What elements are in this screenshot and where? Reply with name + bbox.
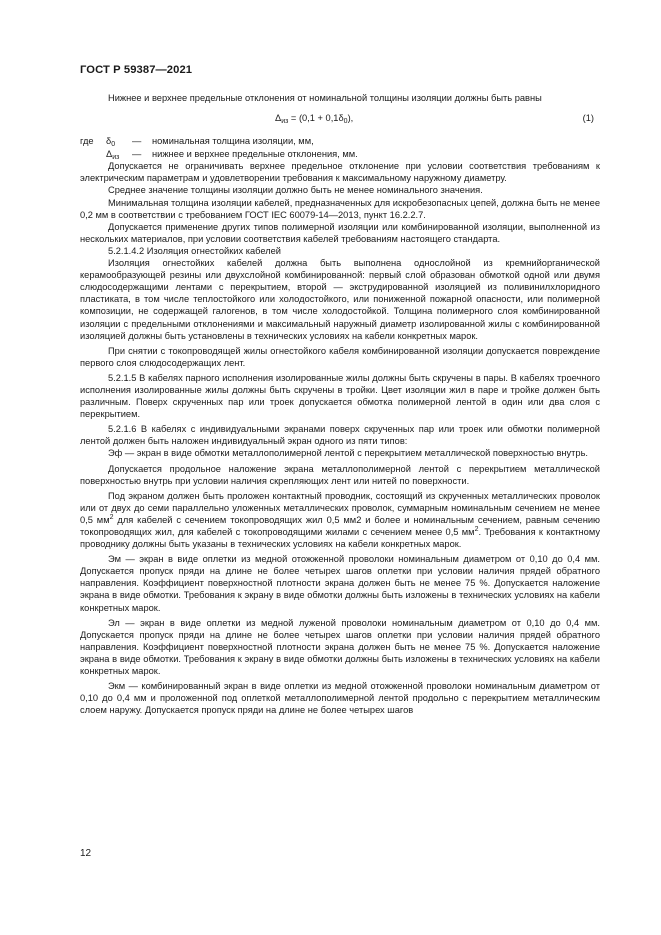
paragraph: Эф — экран в виде обмотки металлополимерной лентой с перекрытием металлической поверхностью внутрь. xyxy=(108,448,589,459)
paragraph: 5.2.1.5 В кабелях парного исполнения изолированные жилы должны быть скручены в пары. В кабелях троечного исполнения изолированные жилы должны быть скручены в тройки. Цвет изоляции жил в паре и тройке должен быть различным. Поверх скрученных пар или троек допускается обмотка полимерной лентой в один или два слоя с перекрытием. xyxy=(80,372,600,420)
paragraph: Среднее значение толщины изоляции должно быть не менее номинального значения. xyxy=(108,185,483,196)
intro-paragraph: Нижнее и верхнее предельные отклонения от номинальной толщины изоляции должны быть равны xyxy=(108,93,542,103)
paragraph: Допускается применение других типов полимерной изоляции или комбинированной изоляции, выполненной из нескольких материалов, при условии соответствия кабелей требованиям настоящего стандарта. xyxy=(80,221,600,244)
where-symbol: $\Delta_{из}$ xyxy=(106,149,120,162)
where-item xyxy=(80,148,600,160)
paragraph: Эл — экран в виде оплетки из медной луженой проволоки номинальным диаметром от 0,10 до 0,4 мм. Допускается пропуск пряди на длине не более четырех шагов оплетки при условии наличия прядей обратного направления. Коэффициент поверхностной плотности экрана должен быть не менее 75 %. Допускается наложение экрана в виде обмотки. Требования к экрану в виде обмотки должны быть изложены в технических условиях на кабели конкретных марок. xyxy=(80,617,600,677)
where-symbol: $\delta_0$ xyxy=(106,136,116,149)
where-label: где xyxy=(80,136,94,147)
paragraph: 5.2.1.6 В кабелях с индивидуальными экранами поверх скрученных пар или троек или обмотки полимерной лентой должен быть наложен индивидуальный экран одного из пяти типов: xyxy=(80,424,600,447)
where-item xyxy=(80,135,600,147)
formula-number: (1) xyxy=(582,113,594,124)
page-header-title: ГОСТ Р 59387—2021 xyxy=(80,64,193,76)
section-heading: 5.2.1.4.2 Изоляция огнестойких кабелей xyxy=(108,245,282,256)
where-text: номинальная толщина изоляции, мм, xyxy=(152,136,314,147)
paragraph: Экм — комбинированный экран в виде оплетки из медной отожженной проволоки номинальным диаметром от 0,10 до 0,4 мм и проложенной под оплеткой металлополимерной лентой продольно с перекрытием металлическим слоем наружу. Допускается пропуск пряди на длине не более четырех шагов xyxy=(80,681,600,716)
where-text: нижнее и верхнее предельные отклонения, мм. xyxy=(152,149,358,160)
paragraph: Допускается продольное наложение экрана металлополимерной лентой с перекрытием металлической поверхностью внутрь при условии наличия скрепляющих лент или нитей по поверхности. xyxy=(80,463,600,486)
paragraph: Минимальная толщина изоляции кабелей, предназначенных для искробезопасных цепей, должна быть не менее 0,2 мм в соответствии с требованием ГОСТ IEC 60079-14—2013, пункт 16.2.2.7. xyxy=(80,197,600,220)
paragraph: Изоляция огнестойких кабелей должна быть выполнена однослойной из кремнийорганической керамообразующей резины или двухслойной комбинированной: первый слой образован обмоткой одной или двумя слюдосодержащими лентами с перекрытием, второй — экструдированной изоляцией из поливинилхлоридного пластиката, в том числе теплостойкого или холодостойкого, или пониженной пожарной опасности, или полимерной композиции, не содержащей галогенов, в том числе холодостойкой. Толщина полимерного слоя комбинированной изоляции с предельными отклонениями и максимальный наружный диаметр изолированной жилы с комбинированной изоляцией должны быть установлены в технических условиях на кабели конкретных марок. xyxy=(80,258,600,341)
paragraph: Эм — экран в виде оплетки из медной отожженной проволоки номинальным диаметром от 0,10 до 0,4 мм. Допускается пропуск пряди на длине не более четырех шагов оплетки при условии наличия прядей обратного направления. Коэффициент поверхностной плотности экрана должен быть не менее 75 %. Допускается наложение экрана в виде обмотки. Требования к экрану в виде обмотки должны быть изложены в технических условиях на кабели конкретных марок. xyxy=(80,554,600,613)
formula-1 xyxy=(80,110,600,134)
page-number: 12 xyxy=(80,848,92,859)
where-dash: — xyxy=(132,136,142,147)
drain-wire-paragraph: Под экраном должен быть проложен контактный проводник, состоящий из скрученных металлических проволок или от двух до семи параллельно уложенных металлических проволок, суммарным номинальным сечением не менее 0,5 $мм^2$ для кабелей с сечением токопроводящих жил 0,5 мм2 и более и номинальным сечением, равным сечению токопроводящих жил, для кабелей с токопроводящими жилами с сечением менее 0,5 $мм^2$. Требования к контактному проводнику должны быть указаны в технических условиях на кабели конкретных марок. xyxy=(80,490,601,550)
paragraph: Допускается не ограничивать верхнее предельное отклонение при условии соответствия требованиям к электрическим параметрам и удовлетворении требования к максимальному наружному диаметру. xyxy=(80,161,600,184)
where-dash: — xyxy=(132,149,142,160)
paragraph: При снятии с токопроводящей жилы огнестойкого кабеля комбинированной изоляции допускается повреждение первого слоя слюдосодержащих лент. xyxy=(80,345,600,368)
formula-expression: $\Delta_{из} = (0,1 + 0,1\delta_0)$, xyxy=(275,113,354,126)
document-body xyxy=(80,92,600,716)
